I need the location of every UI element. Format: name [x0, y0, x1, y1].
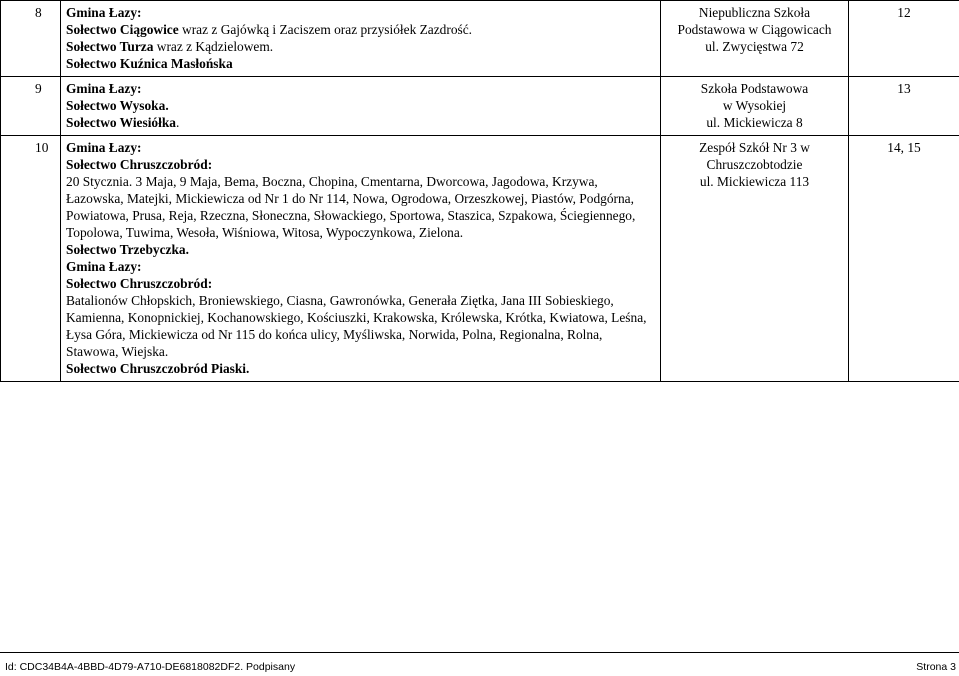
sołectwo-name: Sołectwo Trzebyczka. — [66, 241, 655, 258]
table-row — [1, 1, 959, 77]
row-number: 10 — [1, 136, 61, 382]
gmina-label: Gmina Łazy: — [66, 139, 655, 156]
sołectwo-name: Sołectwo Turza — [66, 39, 153, 54]
district-description — [61, 77, 661, 136]
school-address: ul. Zwycięstwa 72 — [666, 38, 843, 55]
sołectwo-name: Sołectwo Chruszczobród: — [66, 275, 655, 292]
school-name-line: Szkoła Podstawowa — [666, 80, 843, 97]
sołectwo-name: Sołectwo Ciągowice — [66, 22, 179, 37]
sołectwo-line — [66, 21, 655, 38]
page-reference: 12 — [849, 1, 959, 77]
row-number: 8 — [1, 1, 61, 77]
row-number: 9 — [1, 77, 61, 136]
gmina-label: Gmina Łazy: — [66, 80, 655, 97]
school-cell — [661, 1, 849, 77]
school-cell — [661, 77, 849, 136]
district-description — [61, 136, 661, 382]
sołectwo-line — [66, 114, 655, 131]
sołectwo-line — [66, 97, 655, 114]
school-name-line: w Wysokiej — [666, 97, 843, 114]
table-row — [1, 77, 959, 136]
gmina-label: Gmina Łazy: — [66, 4, 655, 21]
table-row — [1, 136, 959, 382]
street-list: Batalionów Chłopskich, Broniewskiego, Ciasna, Gawronówka, Generała Ziętka, Jana III Sobieskiego, Kamienna, Konopnickiej, Kochanowskiego, Kościuszki, Krakowska, Królewska, Krótka, Kwiatowa, Leśna, Łysa Góra, Mickiewicza od Nr 115 do końca ulicy, Myśliwska, Norwida, Polna, Regionalna, Rolna, Stawowa, Wiejska. — [66, 292, 655, 360]
page-reference: 13 — [849, 77, 959, 136]
district-description — [61, 1, 661, 77]
school-address: ul. Mickiewicza 8 — [666, 114, 843, 131]
sołectwo-detail: wraz z Kądzielowem. — [153, 39, 273, 54]
sołectwo-name: Sołectwo Chruszczobród: — [66, 156, 655, 173]
sołectwo-name: Sołectwo Wysoka. — [66, 98, 169, 113]
sołectwo-name: Sołectwo Wiesiółka — [66, 115, 176, 130]
school-name-line: Chruszczobtodzie — [666, 156, 843, 173]
school-cell — [661, 136, 849, 382]
sołectwo-line — [66, 38, 655, 55]
school-name-line: Zespół Szkół Nr 3 w — [666, 139, 843, 156]
school-name-line: Niepubliczna Szkoła — [666, 4, 843, 21]
page-number: Strona 3 — [916, 661, 956, 673]
sołectwo-line — [66, 55, 655, 72]
school-name-line: Podstawowa w Ciągowicach — [666, 21, 843, 38]
sołectwo-detail: . — [176, 115, 179, 130]
document-id: Id: CDC34B4A-4BBD-4D79-A710-DE6818082DF2. Podpisany — [5, 661, 295, 673]
sołectwo-name: Sołectwo Chruszczobród Piaski. — [66, 360, 655, 377]
page-reference: 14, 15 — [849, 136, 959, 382]
gmina-label: Gmina Łazy: — [66, 258, 655, 275]
sołectwo-name: Sołectwo Kuźnica Masłońska — [66, 56, 233, 71]
school-address: ul. Mickiewicza 113 — [666, 173, 843, 190]
street-list: 20 Stycznia. 3 Maja, 9 Maja, Bema, Boczna, Chopina, Cmentarna, Dworcowa, Jagodowa, Krzywa, Łazowska, Matejki, Mickiewicza od Nr 1 do Nr 114, Nowa, Ogrodowa, Orzeszkowej, Piastów, Podgórna, Powiatowa, Prusa, Reja, Rzeczna, Słoneczna, Słowackiego, Sportowa, Staszica, Szpakowa, Ściegiennego, Topolowa, Tuwima, Wesoła, Wiśniowa, Witosa, Wypoczynkowa, Zielona. — [66, 173, 655, 241]
page-footer — [0, 652, 959, 676]
sołectwo-detail: wraz z Gajówką i Zaciszem oraz przysiółek Zazdrość. — [179, 22, 472, 37]
